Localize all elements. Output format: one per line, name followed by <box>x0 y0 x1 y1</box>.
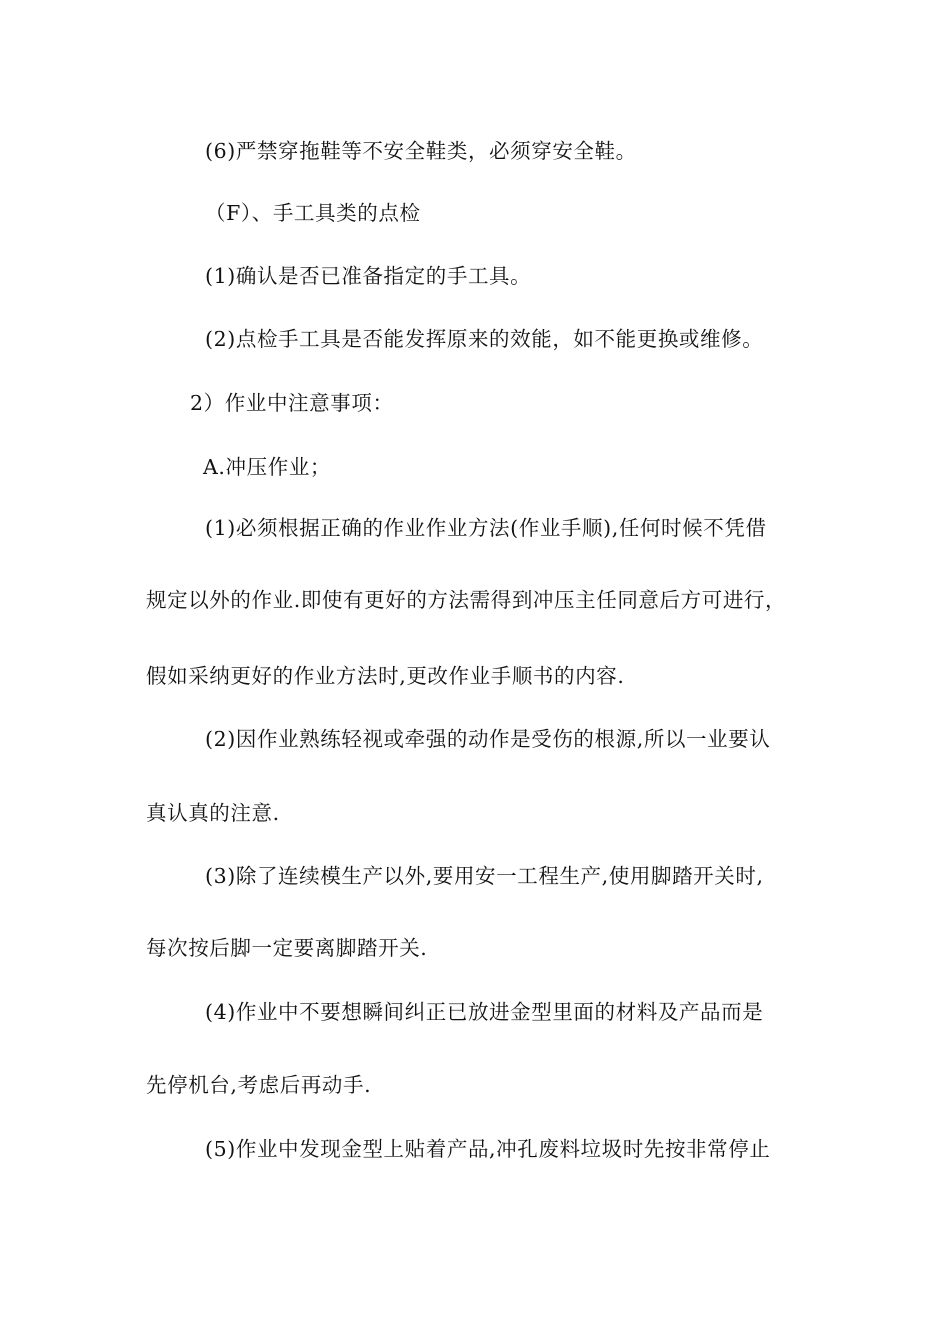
text-line: (1)必须根据正确的作业作业方法(作业手顺),任何时候不凭借 <box>205 516 767 540</box>
text-line: (2)点检手工具是否能发挥原来的效能，如不能更换或维修。 <box>205 327 764 351</box>
text-line: 每次按后脚一定要离脚踏开关. <box>146 936 428 960</box>
text-line: 规定以外的作业.即使有更好的方法需得到冲压主任同意后方可进行， <box>146 588 787 612</box>
text-line: 真认真的注意. <box>146 801 280 825</box>
text-line: (5)作业中发现金型上贴着产品,冲孔废料垃圾时先按非常停止 <box>205 1137 771 1161</box>
text-line: 假如采纳更好的作业方法时,更改作业手顺书的内容. <box>146 664 625 688</box>
text-line: (2)因作业熟练轻视或牵强的动作是受伤的根源,所以一业要认 <box>205 727 771 751</box>
section-heading: （F）、手工具类的点检 <box>205 201 421 225</box>
text-line: (6)严禁穿拖鞋等不安全鞋类，必须穿安全鞋。 <box>205 139 637 163</box>
subsection-heading: A.冲压作业； <box>203 455 332 479</box>
section-heading: 2）作业中注意事项： <box>190 391 394 415</box>
text-line: 先停机台,考虑后再动手. <box>146 1073 372 1097</box>
text-line: (1)确认是否已准备指定的手工具。 <box>205 264 532 288</box>
text-line: (4)作业中不要想瞬间纠正已放进金型里面的材料及产品而是 <box>205 1000 764 1024</box>
text-line: (3)除了连续模生产以外,要用安一工程生产,使用脚踏开关时, <box>205 864 764 888</box>
